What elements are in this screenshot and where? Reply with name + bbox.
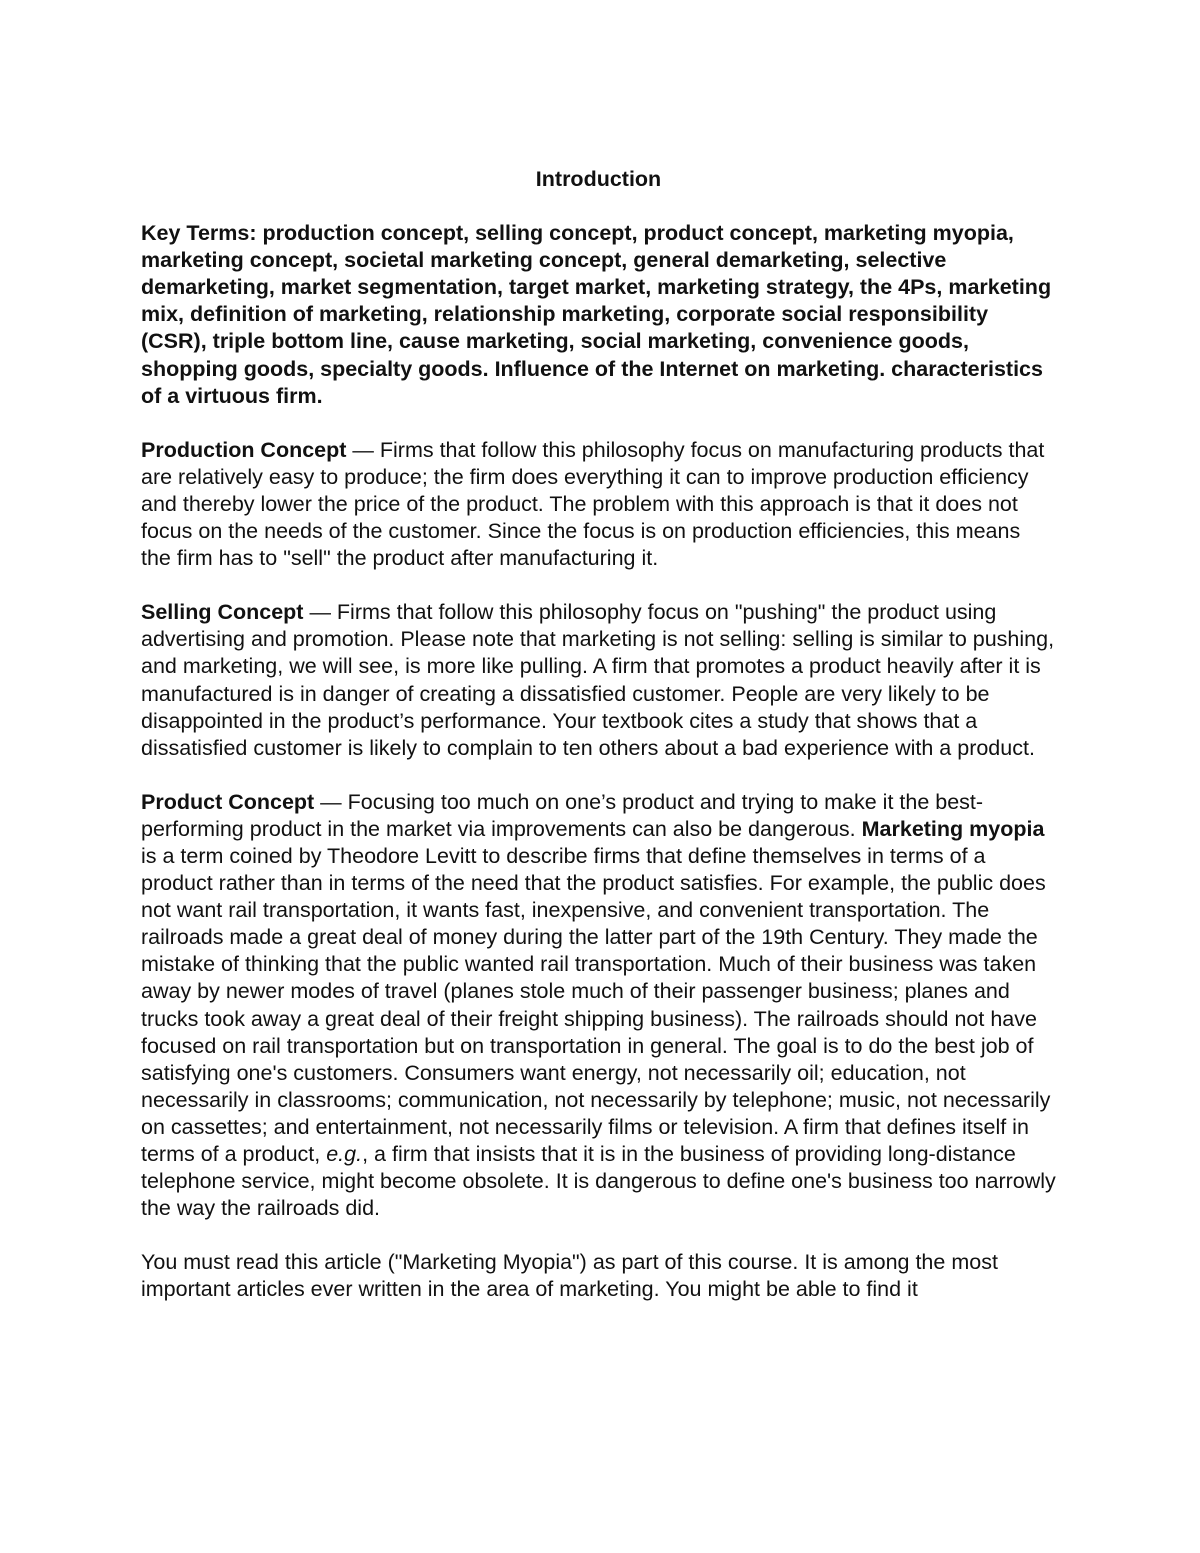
product-concept-term: Product Concept xyxy=(141,789,315,814)
product-concept-body-2: is a term coined by Theodore Levitt to describe firms that define themselves in terms of a product rather than in terms of the need that the product satisfies. For example, the public does not want rail transportation, it wants fast, inexpensive, and convenient transportation. The railroads made a great deal of money during the latter part of the 19th Century. They made the mistake of thinking that the public wanted rail transportation. Much of their business was taken away by newer modes of travel (planes stole much of their passenger business; planes and trucks took away a great deal of their freight shipping business). The railroads should not have focused on rail transportation but on transportation in general. The goal is to do the best job of satisfying one's customers. Consumers want energy, not necessarily oil; education, not necessarily in classrooms; communication, not necessarily by telephone; music, not necessarily on cassettes; and entertainment, not necessarily films or television. A firm that defines itself in terms of a product, xyxy=(141,843,1051,1166)
selling-concept-paragraph xyxy=(141,599,1056,762)
product-concept-paragraph xyxy=(141,789,1056,1223)
production-concept-paragraph xyxy=(141,437,1056,572)
document-title: Introduction xyxy=(535,167,662,191)
eg-abbreviation: e.g. xyxy=(326,1142,363,1166)
production-concept-body: — Firms that follow this philosophy focus on manufacturing products that are relatively easy to produce; the firm does everything it can to improve production efficiency and thereby lower the price of the product. The problem with this approach is that it does not focus on the needs of the customer. Since the focus is on production efficiencies, this means the firm has to "sell" the product after manufacturing it. xyxy=(141,437,1045,571)
article-note-paragraph: You must read this article ("Marketing Myopia") as part of this course. It is among the most important articles ever written in the area of marketing. You might be able to find it xyxy=(141,1250,998,1302)
document-page xyxy=(141,166,1056,1303)
production-concept-term: Production Concept xyxy=(141,437,347,462)
product-concept-body-3: , a firm that insists that it is in the business of providing long-distance telephone service, might become obsolete. It is dangerous to define one's business too narrowly the way the railroads did. xyxy=(141,1142,1056,1221)
marketing-myopia-term: Marketing myopia xyxy=(861,816,1045,841)
key-terms-paragraph: Key Terms: production concept, selling concept, product concept, marketing myopia, marketing concept, societal marketing concept, general demarketing, selective demarketing, market segmentation, target market, marketing strategy, the 4Ps, marketing mix, definition of marketing, relationship marketing, corporate social responsibility (CSR), triple bottom line, cause marketing, social marketing, convenience goods, shopping goods, specialty goods. Influence of the Internet on marketing. characteristics of a virtuous firm. xyxy=(141,221,1052,408)
product-concept-body-1: — Focusing too much on one’s product and trying to make it the best-performing product in the market via improvements can also be dangerous. xyxy=(141,789,984,841)
selling-concept-term: Selling Concept xyxy=(141,600,304,625)
selling-concept-body: — Firms that follow this philosophy focus on "pushing" the product using advertising and promotion. Please note that marketing is not selling: selling is similar to pushing, and marketing, we will see, is more like pulling. A firm that promotes a product heavily after it is manufactured is in danger of creating a dissatisfied customer. People are very likely to be disappointed in the product’s performance. Your textbook cites a study that shows that a dissatisfied customer is likely to complain to ten others about a bad experience with a product. xyxy=(141,600,1055,760)
